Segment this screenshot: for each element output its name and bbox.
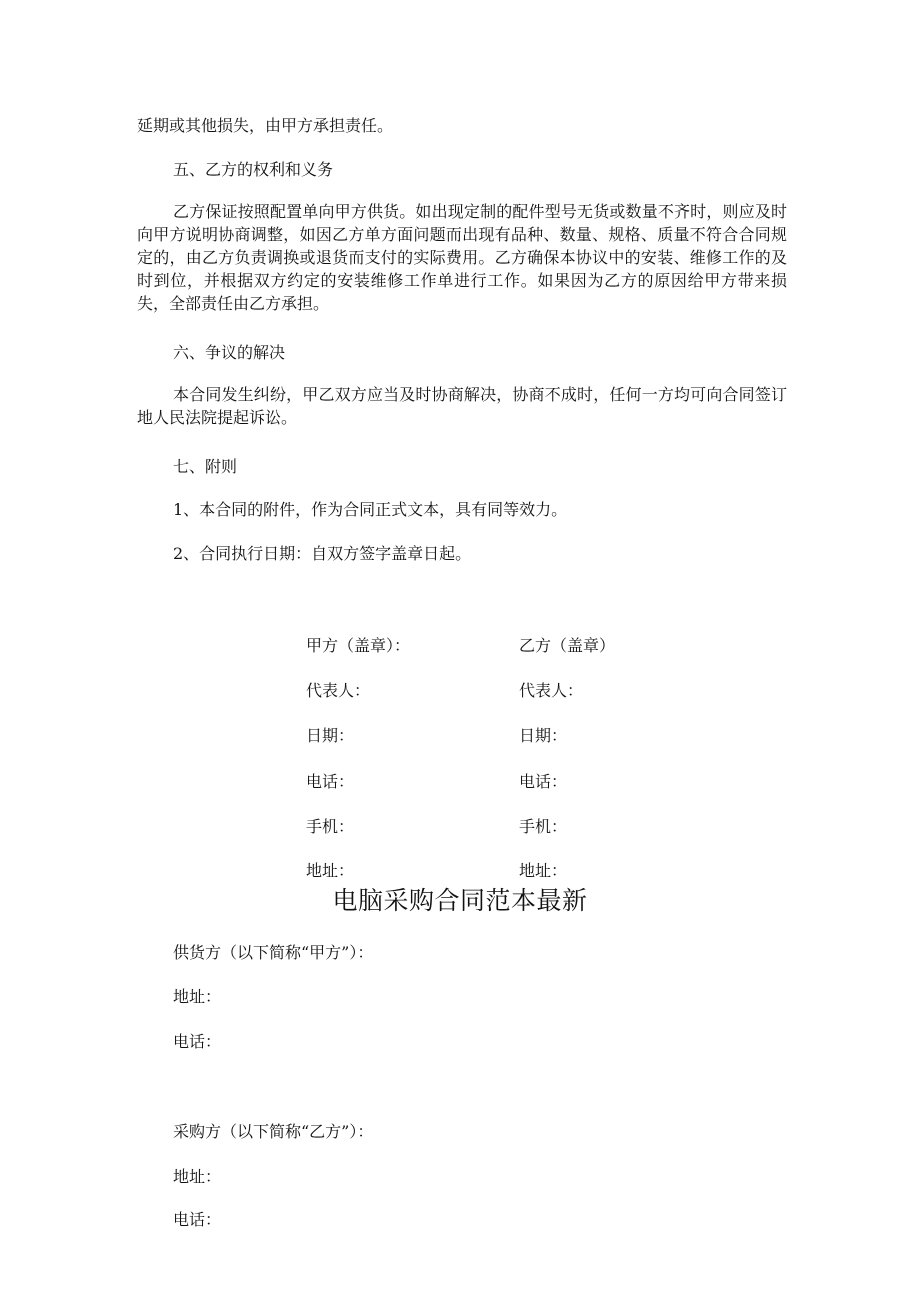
- fragment-line: 延期或其他损失，由甲方承担责任。: [137, 116, 394, 135]
- buyer-address: 地址：: [173, 1167, 222, 1186]
- supplier-phone: 电话：: [173, 1032, 222, 1051]
- party-b-phone: 电话：: [519, 772, 568, 791]
- party-b-date: 日期：: [519, 726, 568, 745]
- supplier-label: 供货方（以下简称“甲方”）：: [173, 943, 374, 962]
- document-title: 电脑采购合同范本最新: [332, 886, 588, 915]
- party-b-mobile: 手机：: [519, 817, 568, 836]
- party-a-date: 日期：: [306, 726, 355, 745]
- buyer-label: 采购方（以下简称“乙方”）：: [173, 1122, 374, 1141]
- section-five-body: 乙方保证按照配置单向甲方供货。如出现定制的配件型号无货或数量不齐时，则应及时向甲方说明协商调整，如因乙方单方面问题而出现有品种、数量、规格、质量不符合合同规定的，由乙方负责调换或退货而支付的实际费用。乙方确保本协议中的安装、维修工作的及时到位，并根据双方约定的安装维修工作单进行工作。如果因为乙方的原因给甲方带来损失，全部责任由乙方承担。: [137, 202, 787, 313]
- section-seven-item-2: 2、合同执行日期：自双方签字盖章日起。: [173, 544, 472, 563]
- section-six-body: 本合同发生纠纷，甲乙双方应当及时协商解决，协商不成时，任何一方均可向合同签订地人民法院提起诉讼。: [137, 385, 787, 427]
- party-a-phone: 电话：: [306, 772, 355, 791]
- section-seven-heading: 七、附则: [173, 457, 238, 476]
- party-b-rep: 代表人：: [519, 681, 584, 700]
- party-a-address: 地址：: [306, 861, 355, 880]
- buyer-phone: 电话：: [173, 1210, 222, 1229]
- party-b-address: 地址：: [519, 861, 568, 880]
- party-a-mobile: 手机：: [306, 817, 355, 836]
- section-five-heading: 五、乙方的权利和义务: [173, 160, 334, 179]
- party-b-seal: 乙方（盖章）: [519, 636, 616, 655]
- section-seven-item-1: 1、本合同的附件，作为合同正式文本，具有同等效力。: [173, 500, 568, 519]
- party-a-rep: 代表人：: [306, 681, 371, 700]
- section-six-heading: 六、争议的解决: [173, 343, 286, 362]
- party-a-seal: 甲方（盖章）：: [306, 636, 411, 655]
- supplier-address: 地址：: [173, 987, 222, 1006]
